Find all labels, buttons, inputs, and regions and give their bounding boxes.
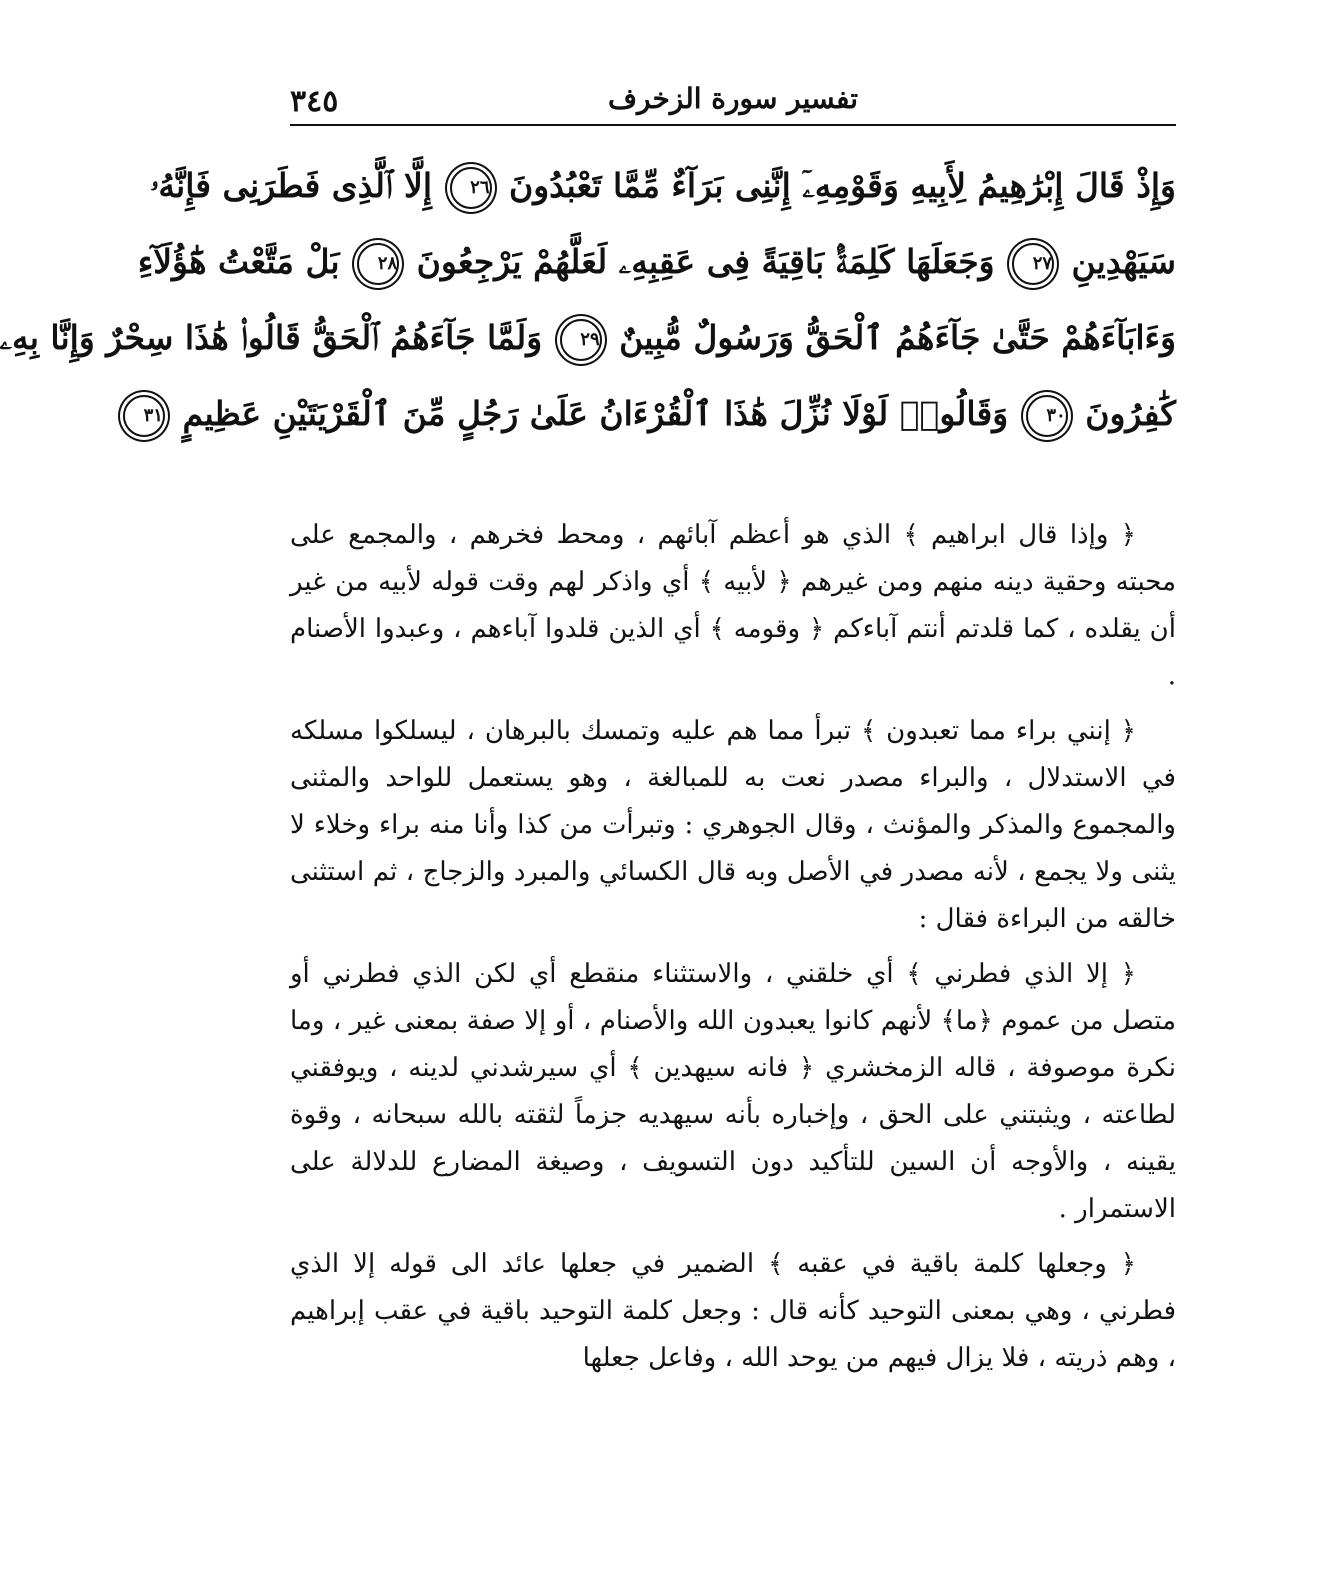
ayah-number-marker: ٢٧ — [1012, 243, 1054, 285]
verse-text: كَٰفِرُونَ — [1085, 394, 1176, 433]
verse-text: سَيَهْدِينِ — [1071, 242, 1176, 281]
verse-text: وَقَالُوا۟ لَوْلَا نُزِّلَ هَٰذَا ٱلْقُرْءَانُ عَلَىٰ رَجُلٍ مِّنَ ٱلْقَرْيَتَيْنِ عَظِيمٍ — [182, 394, 1009, 433]
quran-verses-block — [0, 148, 1176, 452]
header-divider — [290, 124, 1176, 126]
verse-line-2 — [137, 224, 1176, 300]
verse-line-1 — [150, 148, 1176, 224]
verse-text: وَءَابَآءَهُمْ حَتَّىٰ جَآءَهُمُ ٱلْحَقُّ وَرَسُولٌ مُّبِينٌ — [619, 318, 1176, 357]
ayah-number-marker: ٢٨ — [357, 243, 399, 285]
page-number: ٣٤٥ — [290, 84, 339, 119]
ayah-number-marker: ٢٩ — [560, 319, 602, 361]
commentary-paragraph: ﴿ إلا الذي فطرني ﴾ أي خلقني ، والاستثناء منقطع أي لكن الذي فطرني أو متصل من عموم ﴿ما﴾ لأنهم كانوا يعبدون الله والأصنام ، أو إلا صفة بمعنى غير ، وما نكرة موصوفة ، قاله الزمخشري ﴿ فانه سيهدين ﴾ أي سيرشدني لدينه ، ويوفقني لطاعته ، ويثبتني على الحق ، وإخباره بأنه سيهديه جزماً لثقته بالله سبحانه ، وقوة يقينه ، والأوجه أن السين للتأكيد دون التسويف ، وصيغة المضارع للدلالة على الاستمرار . — [290, 959, 1176, 1224]
commentary-paragraph: ﴿ وجعلها كلمة باقية في عقبه ﴾ الضمير في جعلها عائد الى قوله إلا الذي فطرني ، وهي بمعنى التوحيد كأنه قال : وجعل كلمة التوحيد باقية في عقب إبراهيم ، وهم ذريته ، فلا يزال فيهم من يوحد الله ، وفاعل جعلها — [290, 1249, 1176, 1373]
ayah-number-marker: ٢٦ — [450, 167, 492, 209]
verse-line-4 — [143, 376, 1176, 452]
verse-text: بَلْ مَتَّعْتُ هَٰٓؤُلَآءِ — [137, 242, 340, 281]
verse-text: إِلَّا ٱلَّذِى فَطَرَنِى فَإِنَّهُۥ — [150, 166, 433, 205]
commentary-paragraph: ﴿ إنني براء مما تعبدون ﴾ تبرأ مما هم عليه وتمسك بالبرهان ، ليسلكوا مسلكه في الاستدلال ، والبراء مصدر نعت به للمبالغة ، وهو يستعمل للواحد والمثنى والمجموع والمذكر والمؤنث ، وقال الجوهري : وتبرأت من كذا وأنا منه براء وخلاء لا يثنى ولا يجمع ، لأنه مصدر في الأصل وبه قال الكسائي والمبرد والزجاج ، ثم استثنى خالقه من البراءة فقال : — [290, 716, 1176, 934]
verse-line-3 — [0, 300, 1176, 376]
page-header — [290, 78, 1176, 126]
tafsir-commentary — [290, 512, 1176, 1390]
verse-text: وَلَمَّا جَآءَهُمُ ٱلْحَقُّ قَالُوا۟ هَٰذَا سِحْرٌ وَإِنَّا بِهِۦ — [0, 318, 543, 357]
page-title: تفسير سورة الزخرف — [608, 82, 858, 115]
verse-text: وَجَعَلَهَا كَلِمَةًۢ بَاقِيَةً فِى عَقِبِهِۦ لَعَلَّهُمْ يَرْجِعُونَ — [416, 242, 995, 281]
ayah-number-marker: ٣١ — [123, 395, 165, 437]
commentary-paragraph: ﴿ وإذا قال ابراهيم ﴾ الذي هو أعظم آبائهم ، ومحط فخرهم ، والمجمع على محبته وحقية دينه منهم ومن غيرهم ﴿ لأبيه ﴾ أي واذكر لهم وقت قوله لأبيه من غير أن يقلده ، كما قلدتم أنتم آباءكم ﴿ وقومه ﴾ أي الذين قلدوا آباءهم ، وعبدوا الأصنام . — [290, 520, 1176, 691]
verse-text: وَإِذْ قَالَ إِبْرَٰهِيمُ لِأَبِيهِ وَقَوْمِهِۦٓ إِنَّنِى بَرَآءٌ مِّمَّا تَعْبُدُونَ — [509, 166, 1176, 205]
ayah-number-marker: ٣٠ — [1026, 395, 1068, 437]
